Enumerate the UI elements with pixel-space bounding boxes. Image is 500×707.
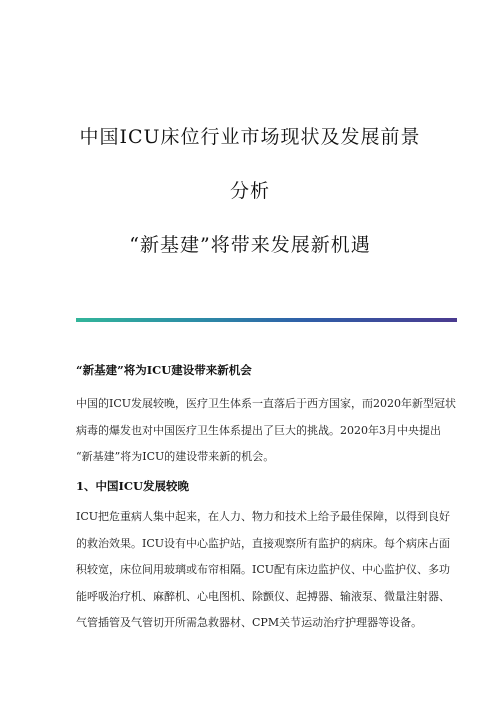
section-heading-icu-late-development: 1、中国ICU发展较晚: [76, 479, 190, 493]
gradient-divider: [76, 318, 457, 322]
paragraph-line: 积较宽，床位间用玻璃或布帘相隔。ICU配有床边监护仪、中心监护仪、多功: [76, 563, 451, 576]
paragraph-line: 的救治效果。ICU设有中心监护站，直接观察所有监护的病床。每个病床占面: [76, 536, 451, 550]
intro-paragraph: [76, 391, 457, 471]
paragraph-line: 能呼吸治疗机、麻醉机、心电图机、除颤仪、起搏器、输液泵、微量注射器、: [76, 589, 450, 603]
paragraph-line: “新基建”将为ICU的建设带来新的机会。: [76, 450, 275, 463]
section-heading-new-infrastructure: “新基建”将为ICU建设带来新机会: [76, 363, 252, 377]
icu-paragraph: [76, 504, 451, 637]
paragraph-line: 病毒的爆发也对中国医疗卫生体系提出了巨大的挑战。2020年3月中央提出: [76, 423, 441, 437]
page-title-line-1: 中国ICU床位行业市场现状及发展前景: [79, 126, 421, 148]
paragraph-line: 中国的ICU发展较晚，医疗卫生体系一直落后于西方国家，而2020年新型冠状: [76, 397, 457, 410]
paragraph-line: ICU把危重病人集中起来，在人力、物力和技术上给予最佳保障，以得到良好: [76, 510, 451, 523]
page-subtitle: “新基建”将带来发展新机遇: [129, 234, 371, 256]
paragraph-line: 气管插管及气管切开所需急救器材、CPM关节运动治疗护理器等设备。: [76, 616, 423, 629]
page-title-line-2: 分析: [229, 180, 270, 202]
